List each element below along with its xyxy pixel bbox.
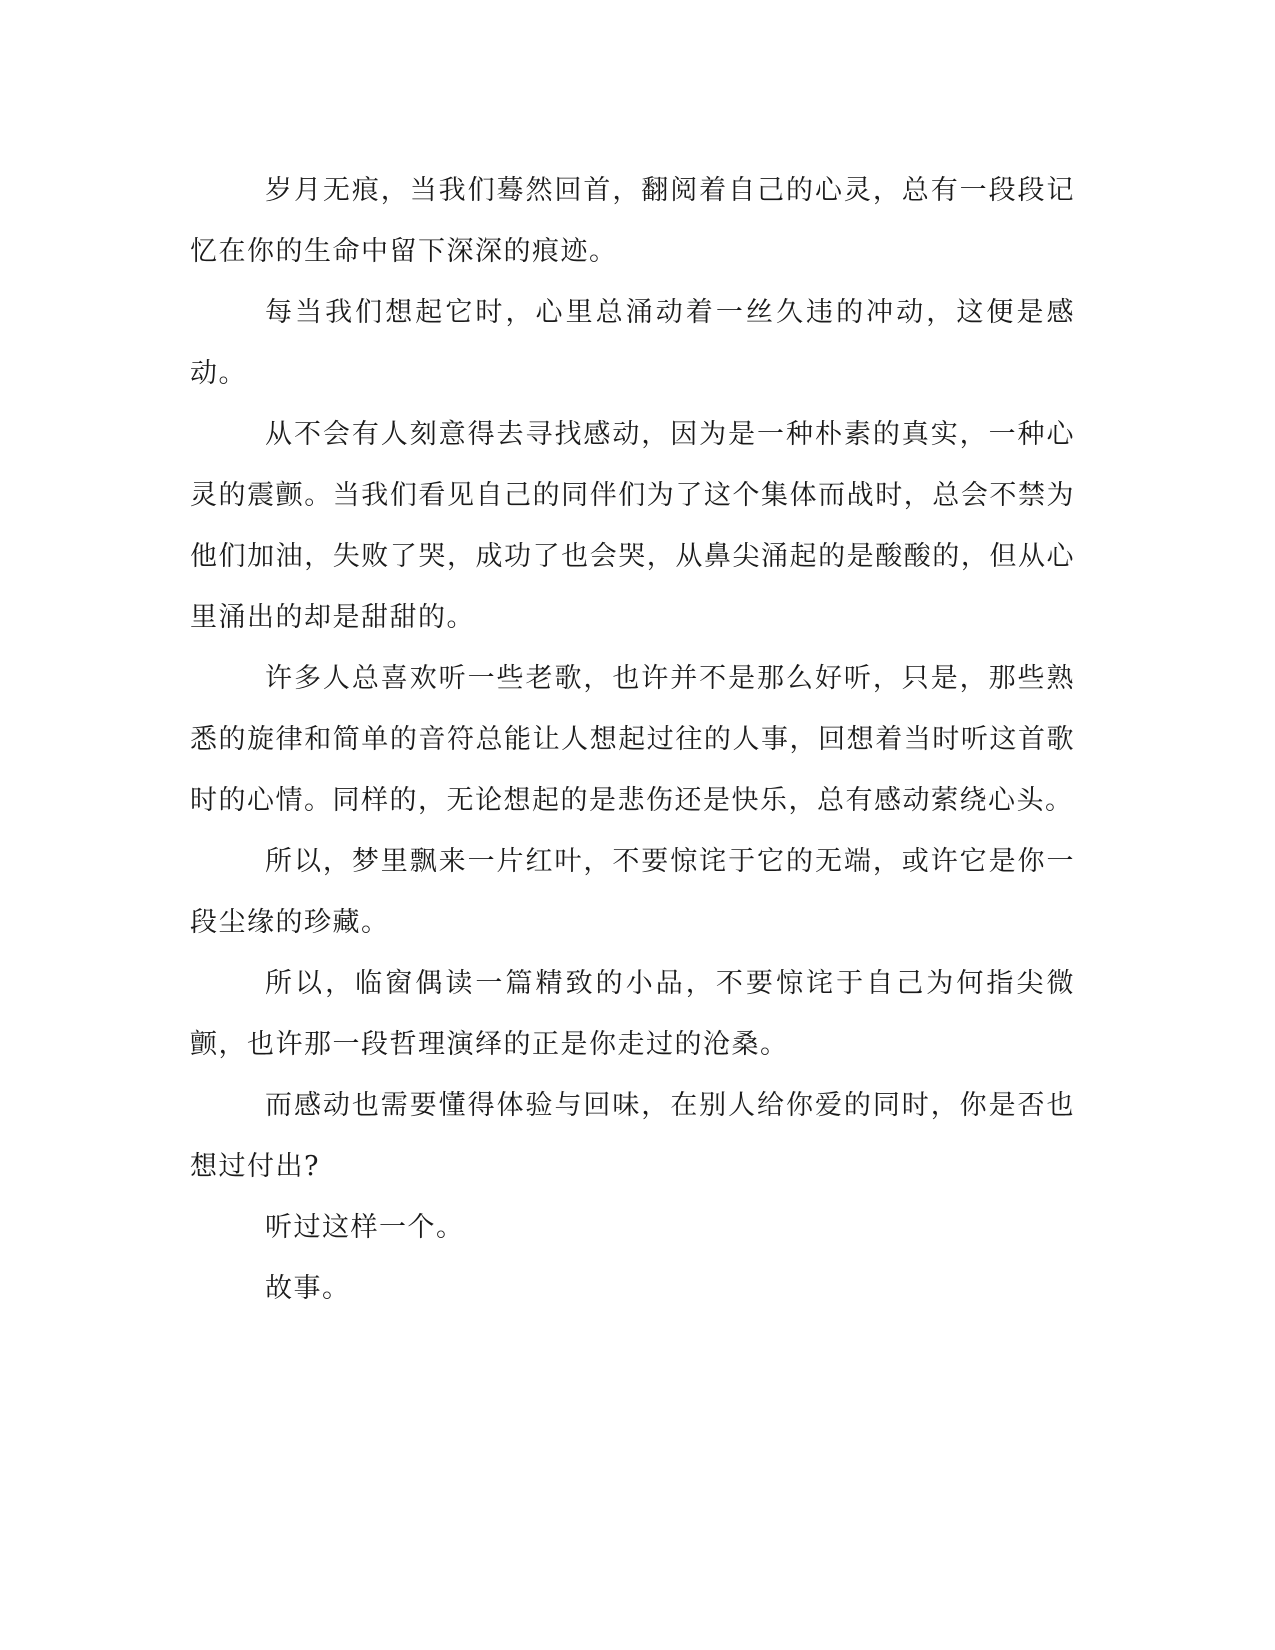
paragraph: 故事。 bbox=[265, 1273, 351, 1304]
paragraph: 每当我们想起它时，心里总涌动着一丝久违的冲动，这便是感动。 bbox=[190, 297, 1075, 389]
paragraph: 所以，临窗偶读一篇精致的小品，不要惊诧于自己为何指尖微颤，也许那一段哲理演绎的正是你走过的沧桑。 bbox=[190, 968, 1075, 1060]
paragraph: 许多人总喜欢听一些老歌，也许并不是那么好听，只是，那些熟悉的旋律和简单的音符总能让人想起过往的人事，回想着当时听这首歌时的心情。同样的，无论想起的是悲伤还是快乐，总有感动萦绕心头。 bbox=[190, 663, 1075, 816]
document-body bbox=[190, 160, 1075, 1319]
paragraph: 所以，梦里飘来一片红叶，不要惊诧于它的无端，或许它是你一段尘缘的珍藏。 bbox=[190, 846, 1075, 938]
paragraph: 从不会有人刻意得去寻找感动，因为是一种朴素的真实，一种心灵的震颤。当我们看见自己的同伴们为了这个集体而战时，总会不禁为他们加油，失败了哭，成功了也会哭，从鼻尖涌起的是酸酸的，但从心里涌出的却是甜甜的。 bbox=[190, 419, 1075, 633]
paragraph: 而感动也需要懂得体验与回味，在别人给你爱的同时，你是否也想过付出? bbox=[190, 1090, 1075, 1182]
paragraph: 岁月无痕，当我们蓦然回首，翻阅着自己的心灵，总有一段段记忆在你的生命中留下深深的痕迹。 bbox=[190, 175, 1075, 267]
paragraph: 听过这样一个。 bbox=[265, 1212, 465, 1243]
